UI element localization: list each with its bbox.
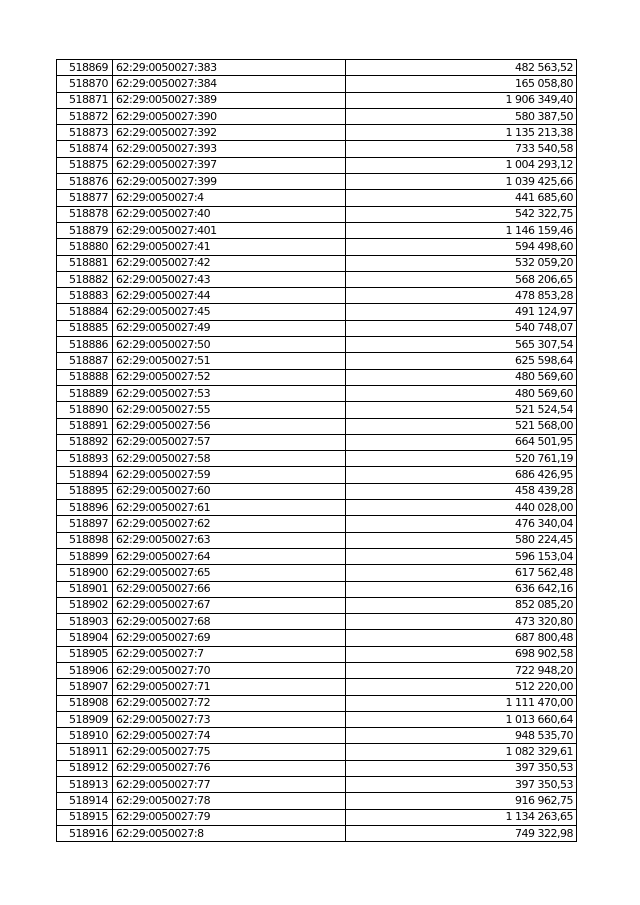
table-row — [57, 532, 577, 548]
table-row — [57, 402, 577, 418]
cadastral-value-cell: 664 501,95 — [346, 434, 577, 450]
cadastral-value-cell: 948 535,70 — [346, 728, 577, 744]
cadastral-number-cell: 62:29:0050027:393 — [113, 141, 346, 157]
table-row — [57, 581, 577, 597]
cadastral-number-cell: 62:29:0050027:41 — [113, 239, 346, 255]
row-number-cell: 518895 — [57, 483, 113, 499]
row-number-cell: 518905 — [57, 646, 113, 662]
table-row — [57, 662, 577, 678]
cadastral-value-cell: 397 350,53 — [346, 777, 577, 793]
table-row — [57, 483, 577, 499]
table-row — [57, 222, 577, 238]
row-number-cell: 518907 — [57, 679, 113, 695]
cadastral-value-cell: 458 439,28 — [346, 483, 577, 499]
row-number-cell: 518887 — [57, 353, 113, 369]
row-number-cell: 518870 — [57, 76, 113, 92]
cadastral-value-cell: 165 058,80 — [346, 76, 577, 92]
row-number-cell: 518915 — [57, 809, 113, 825]
cadastral-value-cell: 1 135 213,38 — [346, 125, 577, 141]
cadastral-value-cell: 1 004 293,12 — [346, 157, 577, 173]
cadastral-value-cell: 476 340,04 — [346, 516, 577, 532]
cadastral-number-cell: 62:29:0050027:58 — [113, 451, 346, 467]
cadastral-number-cell: 62:29:0050027:72 — [113, 695, 346, 711]
table-row — [57, 239, 577, 255]
row-number-cell: 518886 — [57, 337, 113, 353]
table-row — [57, 565, 577, 581]
cadastral-number-cell: 62:29:0050027:66 — [113, 581, 346, 597]
cadastral-number-cell: 62:29:0050027:61 — [113, 500, 346, 516]
cadastral-value-cell: 540 748,07 — [346, 320, 577, 336]
table-row — [57, 597, 577, 613]
row-number-cell: 518888 — [57, 369, 113, 385]
row-number-cell: 518874 — [57, 141, 113, 157]
cadastral-number-cell: 62:29:0050027:51 — [113, 353, 346, 369]
cadastral-number-cell: 62:29:0050027:53 — [113, 385, 346, 401]
cadastral-value-cell: 521 524,54 — [346, 402, 577, 418]
row-number-cell: 518873 — [57, 125, 113, 141]
table-row — [57, 614, 577, 630]
cadastral-value-cell: 478 853,28 — [346, 288, 577, 304]
table-row — [57, 157, 577, 173]
cadastral-value-cell: 480 569,60 — [346, 385, 577, 401]
cadastral-number-cell: 62:29:0050027:383 — [113, 60, 346, 76]
cadastral-number-cell: 62:29:0050027:64 — [113, 548, 346, 564]
row-number-cell: 518871 — [57, 92, 113, 108]
cadastral-value-cell: 687 800,48 — [346, 630, 577, 646]
cadastral-number-cell: 62:29:0050027:59 — [113, 467, 346, 483]
cadastral-number-cell: 62:29:0050027:50 — [113, 337, 346, 353]
table-row — [57, 548, 577, 564]
row-number-cell: 518891 — [57, 418, 113, 434]
row-number-cell: 518914 — [57, 793, 113, 809]
cadastral-value-cell: 636 642,16 — [346, 581, 577, 597]
row-number-cell: 518882 — [57, 271, 113, 287]
table-row — [57, 695, 577, 711]
row-number-cell: 518889 — [57, 385, 113, 401]
cadastral-value-cell: 580 224,45 — [346, 532, 577, 548]
cadastral-value-cell: 596 153,04 — [346, 548, 577, 564]
cadastral-value-cell: 594 498,60 — [346, 239, 577, 255]
table-row — [57, 744, 577, 760]
cadastral-value-cell: 1 134 263,65 — [346, 809, 577, 825]
cadastral-value-cell: 1 906 349,40 — [346, 92, 577, 108]
row-number-cell: 518900 — [57, 565, 113, 581]
cadastral-value-cell: 520 761,19 — [346, 451, 577, 467]
row-number-cell: 518879 — [57, 222, 113, 238]
cadastral-value-cell: 542 322,75 — [346, 206, 577, 222]
cadastral-value-cell: 625 598,64 — [346, 353, 577, 369]
row-number-cell: 518912 — [57, 760, 113, 776]
cadastral-number-cell: 62:29:0050027:399 — [113, 174, 346, 190]
cadastral-number-cell: 62:29:0050027:397 — [113, 157, 346, 173]
row-number-cell: 518908 — [57, 695, 113, 711]
cadastral-value-cell: 1 111 470,00 — [346, 695, 577, 711]
cadastral-number-cell: 62:29:0050027:42 — [113, 255, 346, 271]
cadastral-value-cell: 1 082 329,61 — [346, 744, 577, 760]
row-number-cell: 518881 — [57, 255, 113, 271]
table-row — [57, 141, 577, 157]
table-row — [57, 434, 577, 450]
table-row — [57, 777, 577, 793]
row-number-cell: 518880 — [57, 239, 113, 255]
table-row — [57, 728, 577, 744]
row-number-cell: 518884 — [57, 304, 113, 320]
cadastral-value-cell: 397 350,53 — [346, 760, 577, 776]
row-number-cell: 518898 — [57, 532, 113, 548]
cadastral-number-cell: 62:29:0050027:49 — [113, 320, 346, 336]
table-row — [57, 516, 577, 532]
cadastral-number-cell: 62:29:0050027:62 — [113, 516, 346, 532]
cadastral-number-cell: 62:29:0050027:384 — [113, 76, 346, 92]
row-number-cell: 518878 — [57, 206, 113, 222]
cadastral-value-cell: 491 124,97 — [346, 304, 577, 320]
cadastral-value-cell: 440 028,00 — [346, 500, 577, 516]
row-number-cell: 518883 — [57, 288, 113, 304]
table-row — [57, 288, 577, 304]
cadastral-value-cell: 686 426,95 — [346, 467, 577, 483]
row-number-cell: 518899 — [57, 548, 113, 564]
table-body — [57, 60, 577, 842]
cadastral-value-cell: 565 307,54 — [346, 337, 577, 353]
table-row — [57, 206, 577, 222]
cadastral-number-cell: 62:29:0050027:71 — [113, 679, 346, 695]
row-number-cell: 518894 — [57, 467, 113, 483]
cadastral-value-cell: 749 322,98 — [346, 825, 577, 841]
cadastral-number-cell: 62:29:0050027:44 — [113, 288, 346, 304]
row-number-cell: 518902 — [57, 597, 113, 613]
row-number-cell: 518903 — [57, 614, 113, 630]
table-row — [57, 174, 577, 190]
cadastral-value-cell: 532 059,20 — [346, 255, 577, 271]
table-row — [57, 337, 577, 353]
cadastral-value-cell: 480 569,60 — [346, 369, 577, 385]
table-row — [57, 385, 577, 401]
table-row — [57, 418, 577, 434]
cadastral-number-cell: 62:29:0050027:8 — [113, 825, 346, 841]
row-number-cell: 518872 — [57, 108, 113, 124]
row-number-cell: 518869 — [57, 60, 113, 76]
row-number-cell: 518911 — [57, 744, 113, 760]
cadastral-number-cell: 62:29:0050027:40 — [113, 206, 346, 222]
cadastral-value-cell: 568 206,65 — [346, 271, 577, 287]
cadastral-value-cell: 473 320,80 — [346, 614, 577, 630]
table-row — [57, 793, 577, 809]
table-row — [57, 190, 577, 206]
cadastral-number-cell: 62:29:0050027:76 — [113, 760, 346, 776]
cadastral-number-cell: 62:29:0050027:56 — [113, 418, 346, 434]
table-row — [57, 92, 577, 108]
cadastral-number-cell: 62:29:0050027:389 — [113, 92, 346, 108]
cadastral-value-cell: 1 146 159,46 — [346, 222, 577, 238]
table-row — [57, 125, 577, 141]
row-number-cell: 518916 — [57, 825, 113, 841]
cadastral-number-cell: 62:29:0050027:60 — [113, 483, 346, 499]
row-number-cell: 518893 — [57, 451, 113, 467]
cadastral-value-cell: 1 013 660,64 — [346, 711, 577, 727]
cadastral-number-cell: 62:29:0050027:401 — [113, 222, 346, 238]
cadastral-number-cell: 62:29:0050027:4 — [113, 190, 346, 206]
table-row — [57, 809, 577, 825]
cadastral-value-cell: 852 085,20 — [346, 597, 577, 613]
row-number-cell: 518909 — [57, 711, 113, 727]
cadastral-value-cell: 441 685,60 — [346, 190, 577, 206]
document-page — [56, 59, 577, 842]
table-row — [57, 467, 577, 483]
table-row — [57, 271, 577, 287]
cadastral-value-cell: 617 562,48 — [346, 565, 577, 581]
row-number-cell: 518890 — [57, 402, 113, 418]
cadastral-value-table — [56, 59, 577, 842]
row-number-cell: 518877 — [57, 190, 113, 206]
row-number-cell: 518906 — [57, 662, 113, 678]
cadastral-number-cell: 62:29:0050027:78 — [113, 793, 346, 809]
cadastral-number-cell: 62:29:0050027:69 — [113, 630, 346, 646]
cadastral-number-cell: 62:29:0050027:67 — [113, 597, 346, 613]
row-number-cell: 518892 — [57, 434, 113, 450]
row-number-cell: 518875 — [57, 157, 113, 173]
cadastral-value-cell: 482 563,52 — [346, 60, 577, 76]
cadastral-number-cell: 62:29:0050027:77 — [113, 777, 346, 793]
cadastral-value-cell: 722 948,20 — [346, 662, 577, 678]
table-row — [57, 451, 577, 467]
row-number-cell: 518896 — [57, 500, 113, 516]
table-row — [57, 646, 577, 662]
cadastral-number-cell: 62:29:0050027:52 — [113, 369, 346, 385]
row-number-cell: 518897 — [57, 516, 113, 532]
cadastral-number-cell: 62:29:0050027:75 — [113, 744, 346, 760]
row-number-cell: 518904 — [57, 630, 113, 646]
cadastral-number-cell: 62:29:0050027:392 — [113, 125, 346, 141]
table-row — [57, 320, 577, 336]
cadastral-value-cell: 916 962,75 — [346, 793, 577, 809]
table-row — [57, 825, 577, 841]
cadastral-number-cell: 62:29:0050027:43 — [113, 271, 346, 287]
table-row — [57, 76, 577, 92]
table-row — [57, 255, 577, 271]
cadastral-number-cell: 62:29:0050027:390 — [113, 108, 346, 124]
table-row — [57, 711, 577, 727]
cadastral-number-cell: 62:29:0050027:74 — [113, 728, 346, 744]
cadastral-value-cell: 521 568,00 — [346, 418, 577, 434]
cadastral-number-cell: 62:29:0050027:7 — [113, 646, 346, 662]
table-row — [57, 500, 577, 516]
row-number-cell: 518901 — [57, 581, 113, 597]
table-row — [57, 60, 577, 76]
table-row — [57, 369, 577, 385]
cadastral-number-cell: 62:29:0050027:68 — [113, 614, 346, 630]
cadastral-value-cell: 698 902,58 — [346, 646, 577, 662]
cadastral-value-cell: 1 039 425,66 — [346, 174, 577, 190]
cadastral-number-cell: 62:29:0050027:79 — [113, 809, 346, 825]
table-row — [57, 679, 577, 695]
cadastral-number-cell: 62:29:0050027:57 — [113, 434, 346, 450]
row-number-cell: 518913 — [57, 777, 113, 793]
row-number-cell: 518876 — [57, 174, 113, 190]
table-row — [57, 353, 577, 369]
row-number-cell: 518910 — [57, 728, 113, 744]
cadastral-number-cell: 62:29:0050027:73 — [113, 711, 346, 727]
cadastral-value-cell: 580 387,50 — [346, 108, 577, 124]
cadastral-number-cell: 62:29:0050027:63 — [113, 532, 346, 548]
table-row — [57, 760, 577, 776]
cadastral-number-cell: 62:29:0050027:65 — [113, 565, 346, 581]
table-row — [57, 304, 577, 320]
table-row — [57, 108, 577, 124]
cadastral-number-cell: 62:29:0050027:55 — [113, 402, 346, 418]
table-row — [57, 630, 577, 646]
row-number-cell: 518885 — [57, 320, 113, 336]
cadastral-value-cell: 733 540,58 — [346, 141, 577, 157]
cadastral-value-cell: 512 220,00 — [346, 679, 577, 695]
cadastral-number-cell: 62:29:0050027:70 — [113, 662, 346, 678]
cadastral-number-cell: 62:29:0050027:45 — [113, 304, 346, 320]
